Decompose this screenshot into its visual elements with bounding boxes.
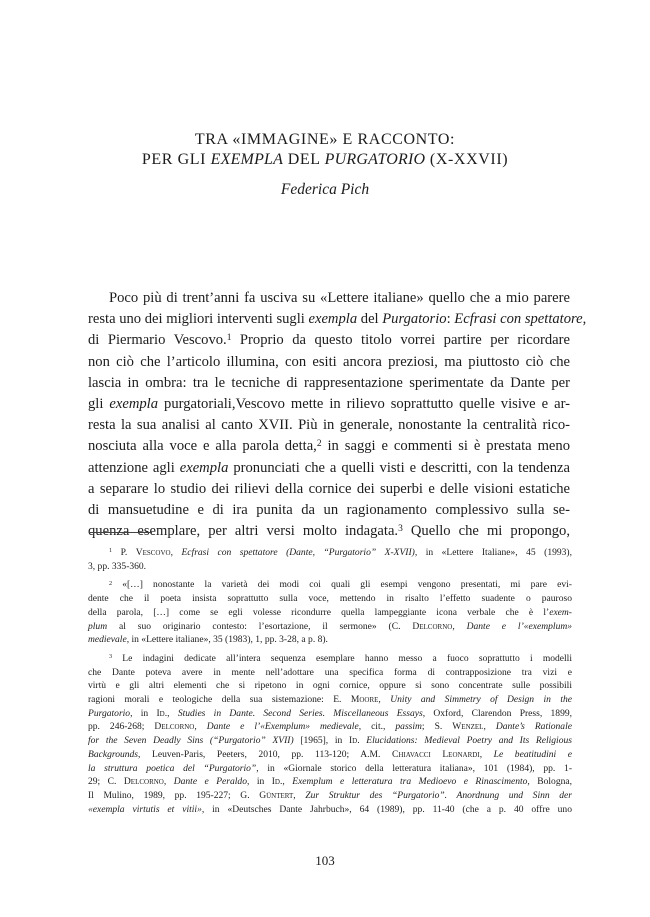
footnote-2	[88, 578, 572, 647]
footnote-line: Purgatorio, in Id., Studies in Dante. Second Series. Miscellaneous Essays, Oxford, Clarendon Press, 1899,	[88, 707, 573, 719]
body-line: attenzione agli exempla pronunciati che a quelli visti e descritti, con la tendenza	[88, 459, 570, 476]
footnote-line: Il Mulino, 1989, pp. 195-227; G. Güntert, Zur Struktur des “Purgatorio”. Anordnung und Sinn der	[88, 789, 572, 801]
body-line: resta uno dei migliori interventi sugli exempla del Purgatorio: Ecfrasi con spettatore,	[88, 311, 587, 328]
footnote-ref-1[interactable]: 1	[226, 333, 232, 344]
body-line: gli exempla purgatoriali,Vescovo mette in rilievo soprattutto quelle visive e ar-	[88, 396, 570, 413]
footnote-line: 3, pp. 335-360.	[88, 560, 147, 572]
body-line: Poco più di trent’anni fa usciva su «Lettere italiane» quello che a mio parere	[109, 290, 570, 306]
body-line: quenza esemplare, per altri versi molto indagata.$^3$ Quello che mi propongo,	[88, 523, 570, 540]
page-number: 103	[315, 853, 335, 868]
footnote-line: «exempla virtutis et vitii», in «Deutsches Dante Jahrbuch», 64 (1989), pp. 11-40 (che a p. 40 offre uno	[88, 803, 572, 815]
footnote-ref-2[interactable]: 2	[316, 439, 322, 450]
body-line: nosciuta alla voce e alla parola detta,$^2$ in saggi e commenti si è prestata meno	[88, 438, 570, 455]
footnote-1	[88, 546, 572, 573]
body-line: di mansuetudine e di ira punita da un ragionamento complessivo sulla se-	[88, 502, 570, 519]
footnote-3	[88, 652, 572, 816]
footnote-line: pp. 246-268; Delcorno, Dante e l’«Exemplum» medievale, cit., passim; S. Wenzel, Dante’s Rationale	[88, 721, 572, 733]
footnote-line: della parola, […] come se egli volesse ricondurre quella lampeggiante icona verbale che è l’exem-	[88, 606, 572, 618]
footnote-line: $^3$ Le indagini dedicate all’intera sequenza esemplare hanno messo a fuoco soprattutto i modelli	[109, 652, 572, 664]
footnote-line: medievale, in «Lettere italiane», 35 (1983), 1, pp. 3-28, a p. 8).	[88, 634, 328, 646]
body-line: a separare lo studio dei rilievi della cornice dei superbi e delle visioni estatiche	[88, 480, 570, 497]
footnote-line: $^1$ P. Vescovo, Ecfrasi con spettatore (Dante, “Purgatorio” X-XVII), in «Lettere Italiane», 45 (1993),	[109, 547, 572, 558]
footnote-ref-3[interactable]: 3	[398, 523, 403, 534]
article-title	[0, 130, 650, 170]
body-line: resta la sua analisi al canto XVII. Più in generale, nonostante la centralità rico-	[88, 417, 570, 434]
footnote-line: Backgrounds, Leuven-Paris, Peeters, 2010, pp. 113-120; A.M. Chiavacci Leonardi, Le beatitudini e	[88, 748, 573, 760]
title-line-1: TRA «IMMAGINE» E RACCONTO:	[194, 131, 456, 148]
body-paragraph	[88, 288, 587, 542]
footnote-line: $^2$ «[…] nonostante la varietà dei modi coi quali gli esempi vengono presentati, mi pare evi-	[109, 579, 572, 591]
footnote-line: che Dante poteva avere in mente nell’adottare una specifica forma di contrapposizione tra vizi e	[88, 666, 572, 678]
footnote-line: plum al suo originario contesto: l’esortazione, il sermone» (C. Delcorno, Dante e l’«exemplum»	[88, 620, 573, 632]
author-name: Federica Pich	[280, 181, 370, 198]
footnote-line: dente che il poeta insista soprattutto sulla voce, mettendo in risalto l’effetto suadente o pauroso	[88, 593, 572, 605]
footnote-line: ragioni morali e teologiche della sua sistemazione: E. Moore, Unity and Simmetry of Design in the	[88, 694, 572, 706]
body-line: lascia in ombra: tra le tecniche di rappresentazione sperimentate da Dante per	[88, 374, 570, 391]
body-line: di Piermario Vescovo.$^1$ Proprio da questo titolo vorrei partire per ricordare	[88, 332, 570, 349]
footnote-line: for the Seven Deadly Sins (“Purgatorio” XVII) [1965], in Id. Elucidations: Medieval Poetry and Its Religious	[88, 735, 572, 747]
footnote-line: 29; C. Delcorno, Dante e Peraldo, in Id., Exemplum e letteratura tra Medioevo e Rinascimento, Bologna,	[88, 776, 572, 788]
body-line: non ciò che l’articolo illumina, con esiti ancora preziosi, ma piuttosto ciò che	[88, 353, 570, 370]
title-line-2: PER GLI EXEMPLA DEL PURGATORIO (X-XXVII)	[141, 151, 509, 168]
footnote-line: la struttura poetica del “Purgatorio”, in «Giornale storico della letteratura italiana», 101 (1984), pp. 1-	[88, 762, 572, 774]
footnote-separator	[89, 532, 152, 533]
footnote-line: virtù e gli altri elementi che si ripetono in ogni cornice, oppure si sono concentrate sulle possibili	[88, 680, 572, 692]
footnotes	[88, 546, 572, 816]
